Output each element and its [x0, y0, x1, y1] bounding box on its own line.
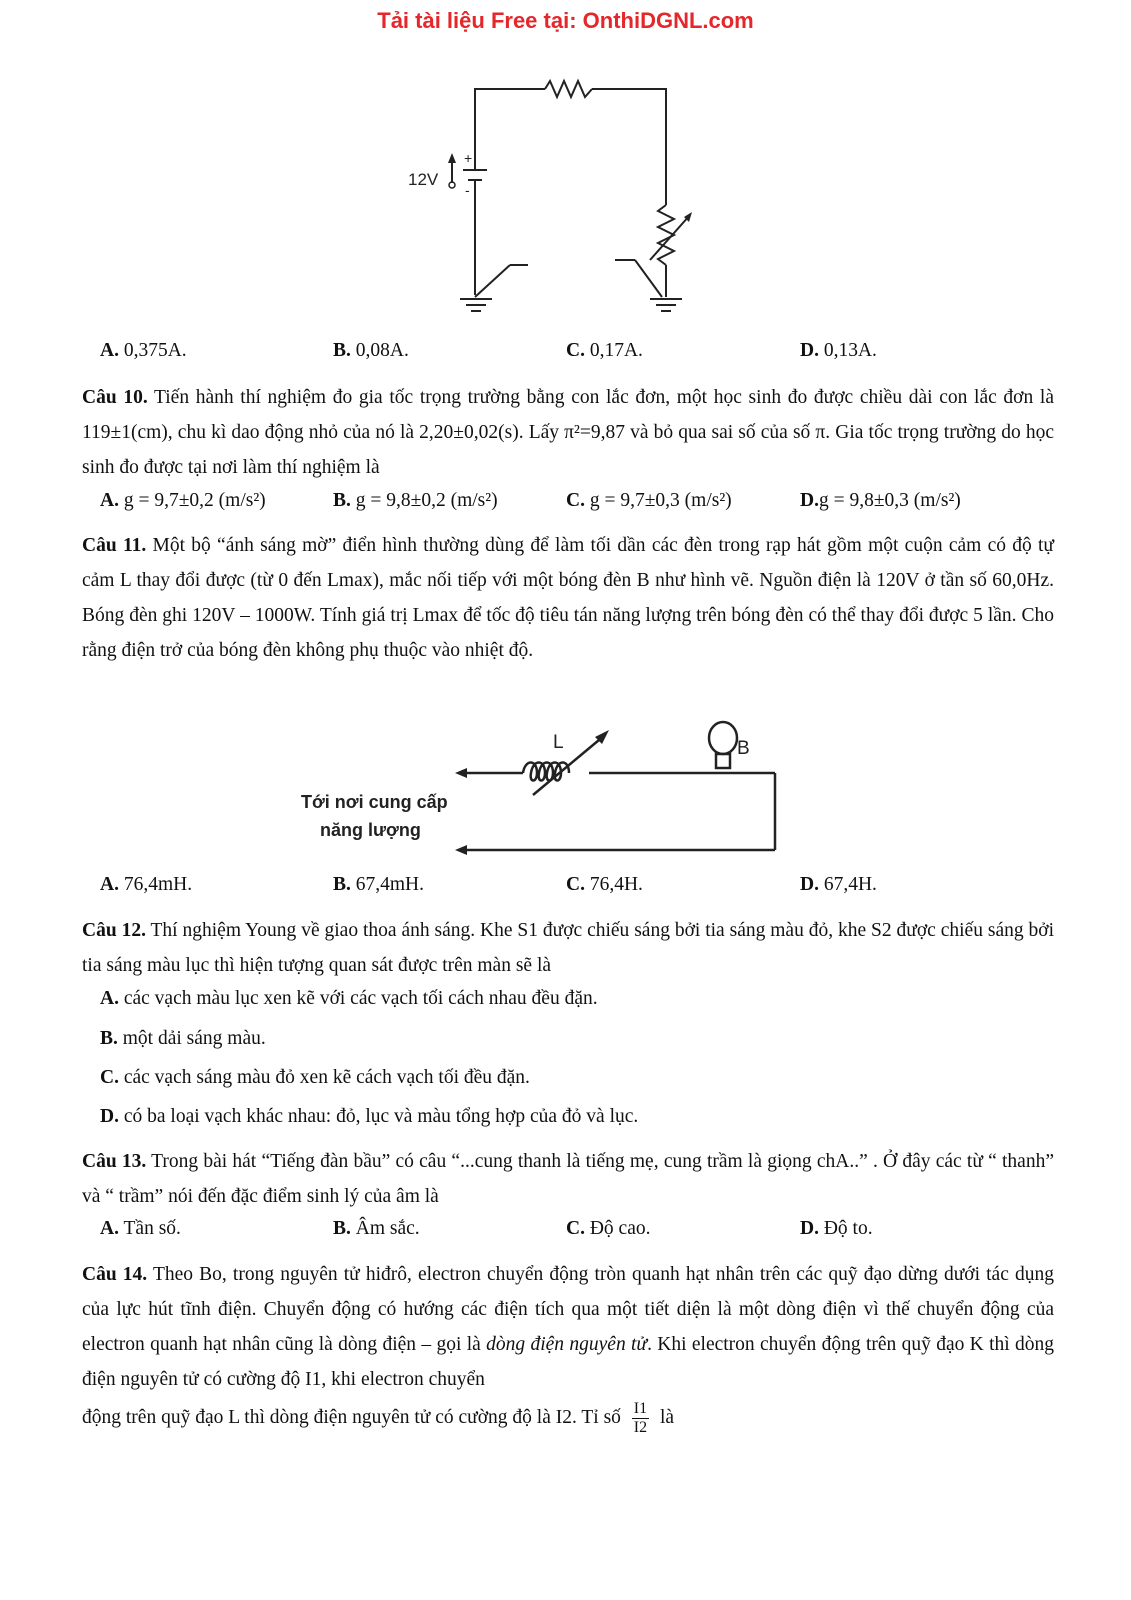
q9-option-c[interactable]: C. 0,17A. — [566, 340, 643, 361]
q11-question — [82, 528, 1054, 668]
svg-text:+: + — [464, 150, 473, 166]
q13-question — [82, 1144, 1054, 1214]
q9-options — [100, 340, 1060, 374]
q9-option-b[interactable]: B. 0,08A. — [333, 340, 409, 361]
q11-text: Một bộ “ánh sáng mờ” điển hình thường dùng để làm tối dần các đèn trong rạp hát gồm một cuộn cảm có độ tự cảm L thay đổi được (từ 0 đến Lmax), mắc nối tiếp với một bóng đèn B như hình vẽ. Nguồn điện là 120V ở tần số 60,0Hz. Bóng đèn ghi 120V – 1000W. Tính giá trị Lmax để tốc độ tiêu tán năng lượng trên bóng đèn có thể thay đổi được 5 lần. Cho rằng điện trở của bóng đèn không phụ thuộc vào nhiệt độ. — [82, 535, 1054, 661]
q14-fraction — [632, 1400, 649, 1437]
q11-label: Câu 11. — [82, 535, 147, 556]
q12-question — [82, 913, 1054, 983]
q13-option-d[interactable]: D. Độ to. — [800, 1218, 873, 1239]
q14-text-part2: . Khi electron chuyển động trên quỹ đạo K thì dòng điện nguyên tử có cường độ I1, khi electron chuyển — [82, 1334, 1055, 1390]
svg-text:-: - — [465, 182, 470, 198]
q10-option-a[interactable]: A. g = 9,7±0,2 (m/s²) — [100, 490, 266, 511]
site-banner[interactable]: Tải tài liệu Free tại: OnthiDGNL.com — [377, 8, 754, 33]
q13-options — [100, 1218, 1060, 1252]
source-label-line2: năng lượng — [320, 820, 421, 840]
q11-options — [100, 874, 1060, 908]
source-label-line1: Tới nơi cung cấp — [301, 792, 448, 812]
q12-label: Câu 12. — [82, 920, 146, 941]
q14-last-line-text: động trên quỹ đạo L thì dòng điện nguyên tử có cường độ là I2. Tỉ số — [82, 1406, 621, 1428]
q13-text: Trong bài hát “Tiếng đàn bầu” có câu “...cung thanh là tiếng mẹ, cung trầm là giọng chA..” . Ở đây các từ “ thanh” và “ trầm” nói đến đặc điểm sinh lý của âm là — [82, 1151, 1054, 1207]
q14-fraction-numerator: I1 — [633, 1400, 648, 1417]
q10-question — [82, 380, 1054, 485]
inductor-label: L — [553, 732, 564, 753]
q13-option-c[interactable]: C. Độ cao. — [566, 1218, 651, 1239]
q14-tail: là — [660, 1406, 675, 1428]
q12-option-a[interactable]: A. các vạch màu lục xen kẽ với các vạch tối cách nhau đều đặn. — [100, 988, 598, 1009]
q14-question — [82, 1257, 1054, 1397]
q12-text: Thí nghiệm Young về giao thoa ánh sáng. Khe S1 được chiếu sáng bởi tia sáng màu đỏ, khe S2 được chiếu sáng bởi tia sáng màu lục thì hiện tượng quan sát được trên màn sẽ là — [82, 920, 1054, 976]
q10-option-b[interactable]: B. g = 9,8±0,2 (m/s²) — [333, 490, 498, 511]
q13-option-b[interactable]: B. Âm sắc. — [333, 1218, 420, 1239]
q14-label: Câu 14. — [82, 1264, 148, 1285]
q10-option-d[interactable]: D.g = 9,8±0,3 (m/s²) — [800, 490, 961, 511]
q12-option-d[interactable]: D. có ba loại vạch khác nhau: đỏ, lục và màu tổng hợp của đỏ và lục. — [100, 1106, 639, 1127]
q10-label: Câu 10. — [82, 387, 148, 408]
q14-last-line — [82, 1400, 674, 1437]
q10-text: Tiến hành thí nghiệm đo gia tốc trọng trường bằng con lắc đơn, một học sinh đo được chiều dài con lắc đơn là 119±1(cm), chu kì dao động nhỏ của nó là 2,20±0,02(s). Lấy π²=9,87 và bỏ qua sai số của số π. Gia tốc trọng trường do học sinh đo được tại nơi làm thí nghiệm là — [82, 387, 1054, 478]
q13-option-a[interactable]: A. Tần số. — [100, 1218, 181, 1239]
voltage-label: 12V — [408, 170, 439, 189]
q10-option-c[interactable]: C. g = 9,7±0,3 (m/s²) — [566, 490, 732, 511]
bulb-label: B — [737, 738, 750, 759]
q10-options — [100, 490, 1060, 524]
q11-option-d[interactable]: D. 67,4H. — [800, 874, 877, 895]
q9-option-a[interactable]: A. 0,375A. — [100, 340, 187, 361]
q11-option-c[interactable]: C. 76,4H. — [566, 874, 643, 895]
q13-label: Câu 13. — [82, 1151, 147, 1172]
q12-option-b[interactable]: B. một dải sáng màu. — [100, 1028, 266, 1049]
q9-option-d[interactable]: D. 0,13A. — [800, 340, 877, 361]
q14-fraction-denominator: I2 — [633, 1419, 648, 1436]
circuit-diagram-2 — [295, 710, 795, 870]
q12-option-c[interactable]: C. các vạch sáng màu đỏ xen kẽ cách vạch tối đều đặn. — [100, 1067, 530, 1088]
circuit-diagram-1 — [400, 75, 720, 325]
q14-italic-term: dòng điện nguyên tử — [486, 1334, 648, 1355]
q11-option-a[interactable]: A. 76,4mH. — [100, 874, 193, 895]
q14-text-part1: Theo Bo, trong nguyên tử hiđrô, electron chuyển động tròn quanh hạt nhân trên các quỹ đạo dừng dưới tác dụng của lực hút tĩnh điện. Chuyển động có hướng các điện tích qua một tiết diện là một dòng điện vì thế chuyển động của electron quanh hạt nhân cũng là dòng điện – gọi là — [82, 1264, 1054, 1355]
q11-option-b[interactable]: B. 67,4mH. — [333, 874, 425, 895]
